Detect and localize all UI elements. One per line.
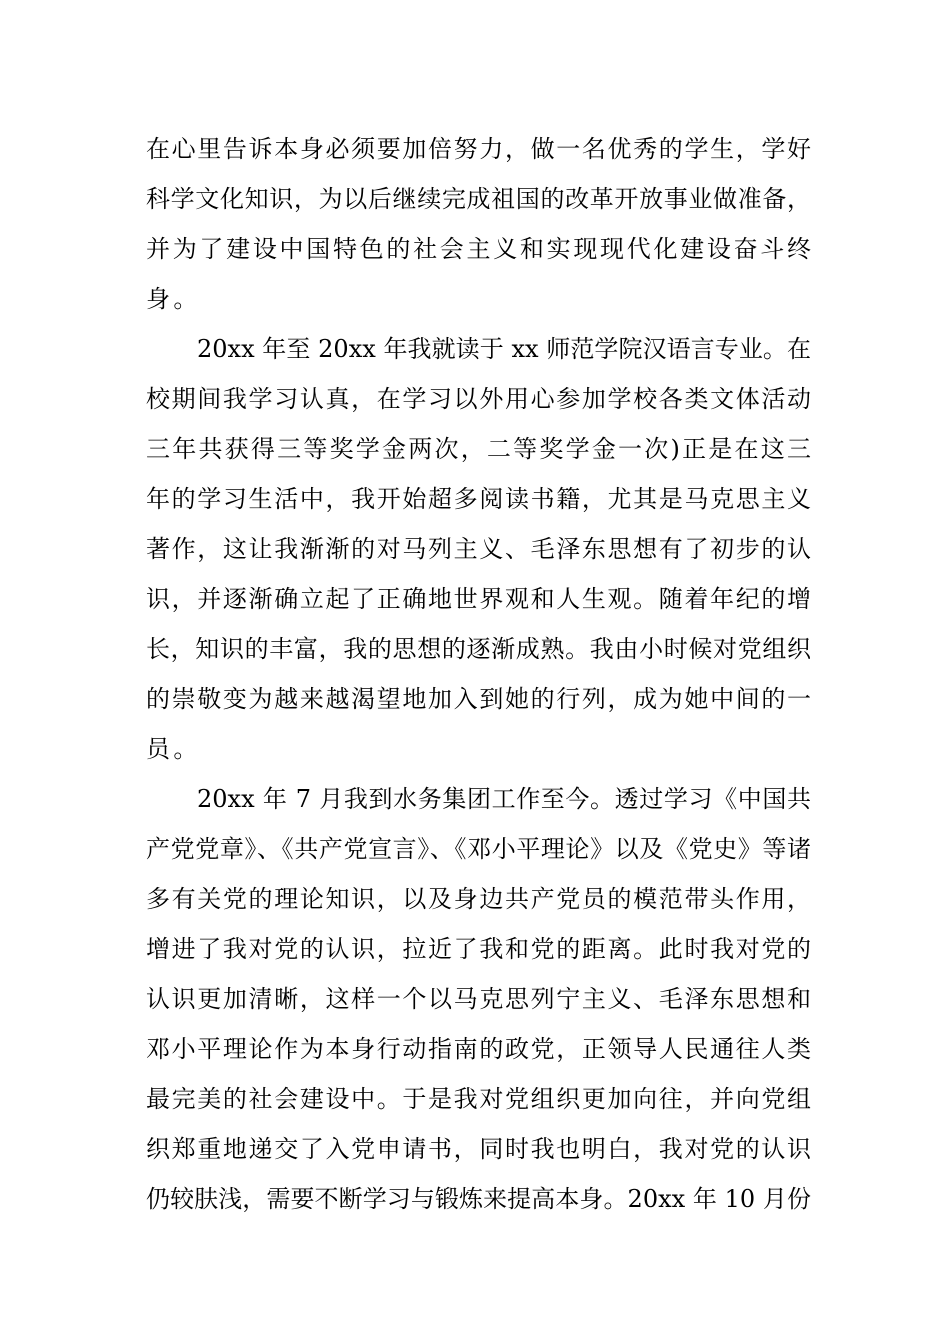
text-line: 著作，这让我渐渐的对马列主义、毛泽东思想有了初步的认 <box>146 535 811 563</box>
paragraph-3 <box>146 774 811 1224</box>
text-line: 三年共获得三等奖学金两次，二等奖学金一次)正是在这三 <box>146 435 811 463</box>
text-line: 长，知识的丰富，我的思想的逐渐成熟。我由小时候对党组织 <box>146 635 811 663</box>
text-line: 并为了建设中国特色的社会主义和实现现代化建设奋斗终 <box>146 235 811 263</box>
text-line: 校期间我学习认真，在学习以外用心参加学校各类文体活动 <box>146 385 811 413</box>
text-line: 识，并逐渐确立起了正确地世界观和人生观。随着年纪的增 <box>146 585 811 613</box>
text-line: 员。 <box>146 735 201 763</box>
text-line: 的崇敬变为越来越渴望地加入到她的行列，成为她中间的一 <box>146 685 811 713</box>
text-line: 增进了我对党的认识，拉近了我和党的距离。此时我对党的 <box>146 935 811 963</box>
text-line: 20xx 年 7 月我到水务集团工作至今。透过学习《中国共 <box>197 785 811 813</box>
text-line: 多有关党的理论知识，以及身边共产党员的模范带头作用， <box>146 885 811 913</box>
text-line: 产党党章》、《共产党宣言》、《邓小平理论》以及《党史》等诸 <box>146 835 811 863</box>
text-line: 认识更加清晰，这样一个以马克思列宁主义、毛泽东思想和 <box>146 985 811 1013</box>
text-line: 在心里告诉本身必须要加倍努力，做一名优秀的学生，学好 <box>146 135 811 163</box>
text-line: 科学文化知识，为以后继续完成祖国的改革开放事业做准备， <box>146 185 811 213</box>
text-line: 仍较肤浅，需要不断学习与锻炼来提高本身。20xx 年 10 月份 <box>146 1185 811 1213</box>
text-line: 最完美的社会建设中。于是我对党组织更加向往，并向党组 <box>146 1085 811 1113</box>
text-line: 邓小平理论作为本身行动指南的政党，正领导人民通往人类 <box>146 1035 811 1063</box>
paragraph-1 <box>146 124 811 324</box>
text-line: 20xx 年至 20xx 年我就读于 xx 师范学院汉语言专业。在 <box>197 335 811 363</box>
text-line: 织郑重地递交了入党申请书，同时我也明白，我对党的认识 <box>146 1135 811 1163</box>
text-line: 身。 <box>146 285 201 313</box>
paragraph-2 <box>146 324 811 774</box>
document-body <box>146 124 811 1224</box>
text-line: 年的学习生活中，我开始超多阅读书籍，尤其是马克思主义 <box>146 485 811 513</box>
